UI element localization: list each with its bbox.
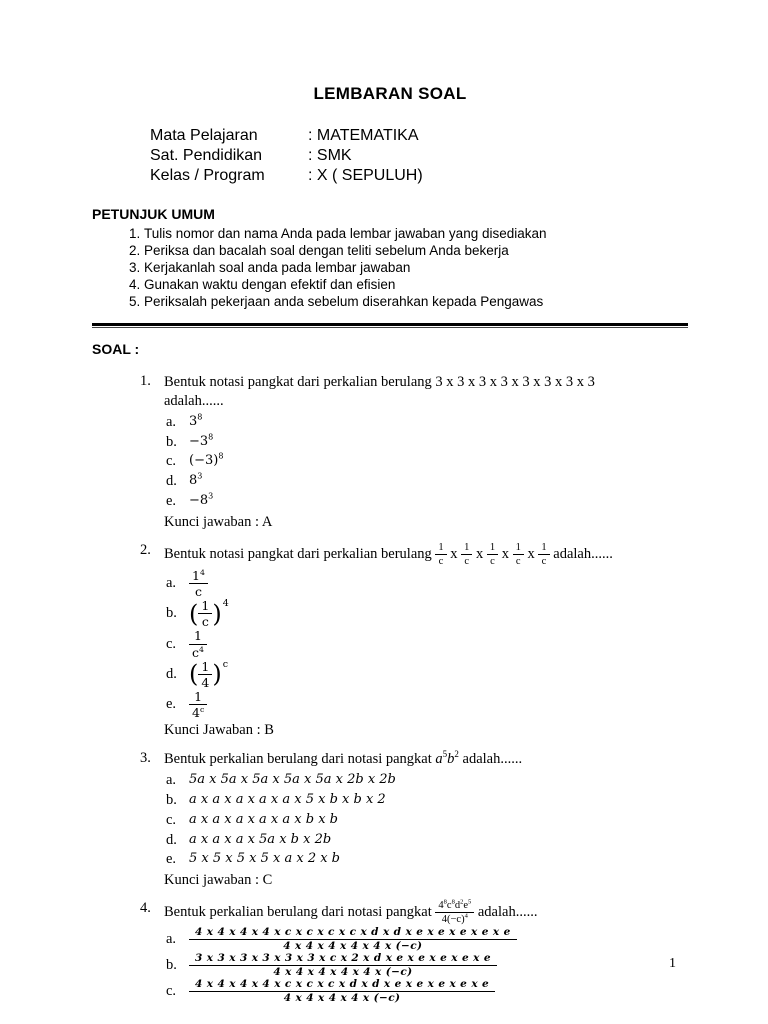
question-body xyxy=(164,373,688,531)
option-label: c. xyxy=(166,983,177,1000)
instruction-item: 4. Gunakan waktu dengan efektif dan efisien xyxy=(144,276,688,293)
question-4 xyxy=(140,900,688,1005)
meta-value: : SMK xyxy=(308,147,352,164)
option-content xyxy=(189,953,497,978)
option-label: b. xyxy=(166,605,177,622)
questions xyxy=(140,373,688,1005)
instructions-list xyxy=(92,225,688,310)
option-e xyxy=(166,690,688,719)
option-label: d. xyxy=(166,473,177,490)
option-b xyxy=(166,953,688,978)
question-body xyxy=(164,750,688,889)
option-content: a x a x a x a x a x b x b xyxy=(189,811,338,827)
option-a xyxy=(166,569,688,598)
fraction: ( $\frac{1}{c}$ ) 4 xyxy=(189,598,229,630)
instruction-item: 5. Periksalah pekerjaan anda sebelum diserahkan kepada Pengawas xyxy=(144,293,688,310)
option-content: a x a x a x a x a x 5 x b x b x 2 xyxy=(189,791,386,807)
option-label: e. xyxy=(166,493,177,510)
option-content: $(-3)^8$ xyxy=(189,452,224,469)
meta-value: : X ( SEPULUH) xyxy=(308,167,423,184)
exponent: 4 xyxy=(222,598,229,610)
option-label: d. xyxy=(166,665,177,682)
fraction: $\frac{1}{c}$ xyxy=(487,542,498,567)
option-content xyxy=(189,927,517,952)
fraction: $\frac{\text{4 x 4 x 4 x 4 x c x c x c x d x d x e x e x e x e x e}}{4 x 4 x 4 x 4 x (-c)}$ xyxy=(189,979,495,1004)
section-divider xyxy=(92,323,688,328)
instruction-item: 1. Tulis nomor dan nama Anda pada lembar jawaban yang disediakan xyxy=(144,225,688,242)
option-content xyxy=(189,629,207,658)
option-content: $8^3$ xyxy=(189,471,203,489)
option-label: b. xyxy=(166,957,177,974)
option-label: a. xyxy=(166,772,177,789)
option-content xyxy=(189,660,228,689)
answer-key: Kunci Jawaban : B xyxy=(164,722,274,739)
option-c xyxy=(166,979,688,1004)
question-number: 4. xyxy=(140,900,151,917)
option-content xyxy=(189,599,229,628)
option-label: c. xyxy=(166,453,177,470)
question-stem: Bentuk notasi pangkat dari perkalian berulang 3 x 3 x 3 x 3 x 3 x 3 x 3 x 3 adalah...... xyxy=(164,374,595,409)
option-content xyxy=(189,979,495,1004)
option-b xyxy=(166,433,688,452)
fraction: $\frac{1}{c}$ xyxy=(461,542,472,567)
option-e xyxy=(166,492,688,511)
instructions-title: PETUNJUK UMUM xyxy=(92,206,215,222)
option-d xyxy=(166,660,688,689)
fraction: ( $\frac{1}{4}$ ) c xyxy=(189,658,229,690)
answer-key: Kunci jawaban : A xyxy=(164,513,273,530)
meta-label: Mata Pelajaran xyxy=(150,127,258,144)
meta-label: Sat. Pendidikan xyxy=(150,147,263,164)
option-label: a. xyxy=(166,931,177,948)
option-d xyxy=(166,831,688,850)
exponent: c xyxy=(222,658,229,670)
option-content: a x a x a x 5a x b x 2b xyxy=(189,831,332,847)
meta-row-school-level xyxy=(150,146,688,166)
close-paren: ) xyxy=(212,599,222,628)
option-c xyxy=(166,629,688,658)
option-label: e. xyxy=(166,696,177,713)
fraction: $\frac{4^8c^8d^2e^5}{4(-c)^4}$ xyxy=(435,900,474,925)
option-label: b. xyxy=(166,433,177,450)
question-stem: Bentuk perkalian berulang dari notasi pangkat $a^5b^2$ adalah...... xyxy=(164,749,523,768)
option-c xyxy=(166,811,688,830)
question-3 xyxy=(140,750,688,889)
close-paren: ) xyxy=(212,660,222,689)
option-content: $-3^8$ xyxy=(189,432,214,449)
meta-row-class xyxy=(150,166,688,186)
fraction: $\frac{\text{3 x 3 x 3 x 3 x 3 x 3 x c x 2 x d x e x e x e x e x e}}{4 x 4 x 4 x 4 x 4 x (-c)}$ xyxy=(189,953,497,978)
fraction: $\frac{1}{c}$ xyxy=(513,542,524,567)
option-label: a. xyxy=(166,413,177,430)
option-label: d. xyxy=(166,831,177,848)
option-b xyxy=(166,791,688,810)
exam-meta xyxy=(150,126,688,186)
meta-value: : MATEMATIKA xyxy=(308,127,419,144)
general-instructions xyxy=(92,206,688,310)
question-2 xyxy=(140,542,688,739)
fraction: $\frac{1^4}{c}$ xyxy=(189,569,208,598)
option-content xyxy=(189,569,208,598)
page-number: 1 xyxy=(669,956,676,971)
question-1 xyxy=(140,373,688,531)
instruction-item: 2. Periksa dan bacalah soal dengan teliti sebelum Anda bekerja xyxy=(144,242,688,259)
question-stem: Bentuk notasi pangkat dari perkalian berulang $\frac{1}{c}$ x $\frac{1}{c}$ x $\frac{1}{c}$ x $\frac{1}{c}$ x $\frac{1}{c}$ adalah...... xyxy=(164,541,613,567)
question-body xyxy=(164,542,688,739)
question-number: 1. xyxy=(140,373,151,389)
question-number: 3. xyxy=(140,750,151,767)
question-number: 2. xyxy=(140,541,151,558)
option-label: e. xyxy=(166,851,177,868)
question-body xyxy=(164,900,688,1005)
option-content: 5a x 5a x 5a x 5a x 5a x 2b x 2b xyxy=(189,772,396,787)
option-label: a. xyxy=(166,575,177,592)
open-paren: ( xyxy=(189,599,199,628)
fraction: $\frac{1}{c^4}$ xyxy=(189,629,207,658)
fraction: $\frac{\text{4 x 4 x 4 x 4 x c x c x c x c x d x d x e x e x e x e x e}}{4 x 4 x 4 x 4 x 4 x (-c)}$ xyxy=(189,927,517,952)
option-a xyxy=(166,413,688,432)
option-label: b. xyxy=(166,791,177,808)
meta-row-subject xyxy=(150,126,688,146)
option-label: c. xyxy=(166,635,177,652)
option-label: c. xyxy=(166,811,177,828)
option-d xyxy=(166,472,688,491)
questions-section-title: SOAL : xyxy=(92,341,140,357)
answer-key: Kunci jawaban : C xyxy=(164,872,273,889)
option-content: 5 x 5 x 5 x 5 x a x 2 x b xyxy=(189,851,341,867)
option-a xyxy=(166,771,688,790)
fraction: $\frac{1}{4^c}$ xyxy=(189,690,207,719)
option-content: $-8^3$ xyxy=(189,491,214,509)
fraction: $\frac{1}{c}$ xyxy=(435,542,446,567)
option-content: $3^8$ xyxy=(189,412,203,429)
instruction-item: 3. Kerjakanlah soal anda pada lembar jawaban xyxy=(144,259,688,276)
question-stem: Bentuk perkalian berulang dari notasi pangkat $\frac{4^8c^8d^2e^5}{4(-c)^4}$ adalah...... xyxy=(164,898,538,926)
option-a xyxy=(166,927,688,952)
fraction: $\frac{1}{c}$ xyxy=(538,542,549,567)
open-paren: ( xyxy=(189,660,199,689)
option-c xyxy=(166,452,688,471)
page-title: LEMBARAN SOAL xyxy=(313,84,467,103)
option-b xyxy=(166,599,688,628)
option-content xyxy=(189,690,207,719)
meta-label: Kelas / Program xyxy=(150,167,265,184)
option-e xyxy=(166,850,688,869)
